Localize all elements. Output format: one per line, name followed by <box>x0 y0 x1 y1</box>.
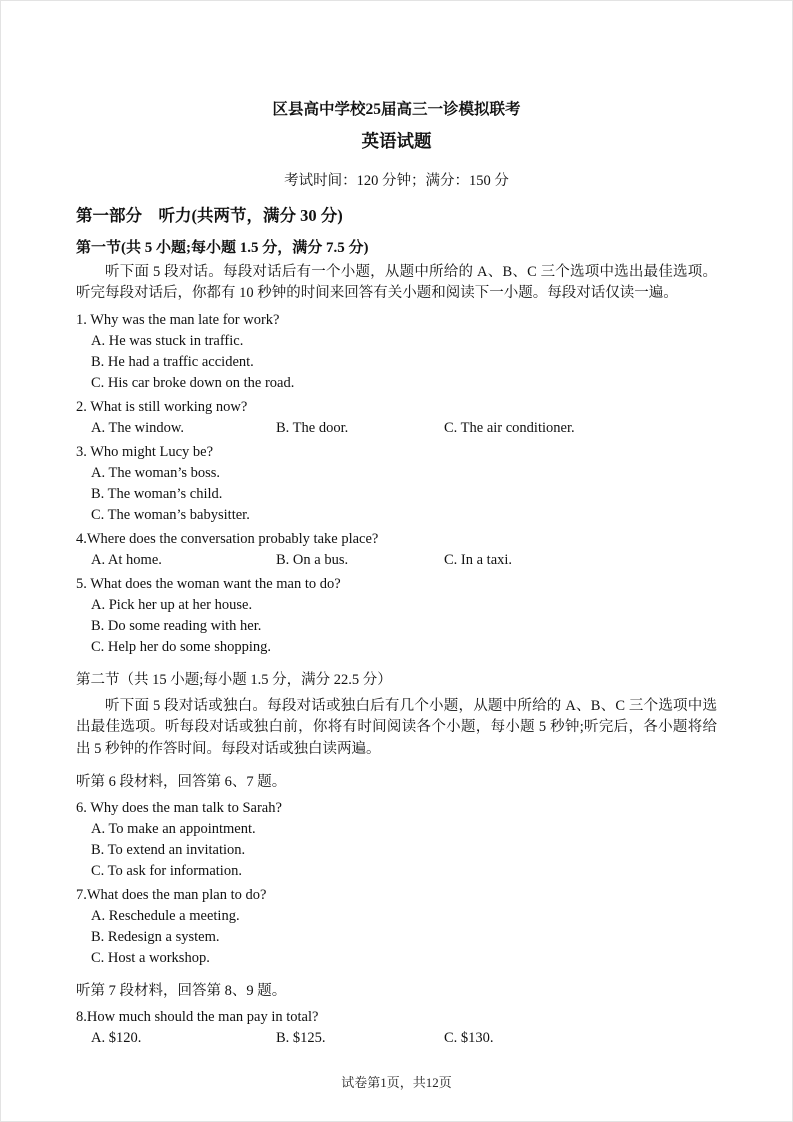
question <box>76 442 717 526</box>
question-option: B. He had a traffic accident. <box>91 353 254 370</box>
exam-body <box>76 202 717 1049</box>
exam-content <box>1 1 792 1049</box>
question-options <box>76 550 717 571</box>
question <box>76 798 717 882</box>
exam-info-line: 考试时间：120 分钟；满分：150 分 <box>284 173 509 189</box>
question-option: A. Reschedule a meeting. <box>91 908 240 925</box>
subject-title: 英语试题 <box>361 131 432 151</box>
question-option: A. The woman’s boss. <box>91 464 221 481</box>
question-options <box>76 1028 717 1049</box>
exam-header-title: 区县高中学校25届高三一诊模拟联考 <box>272 101 521 118</box>
question-option: C. In a taxi. <box>444 551 513 568</box>
question-option: C. $130. <box>444 1030 494 1047</box>
question-text: 7.What does the man plan to do? <box>76 887 267 904</box>
question-text: 5. What does the woman want the man to do? <box>76 575 341 592</box>
question-option: A. The window. <box>91 419 185 436</box>
question-option: B. Redesign a system. <box>91 929 220 946</box>
question-options <box>76 463 717 526</box>
material-prompt: 第二节（共 15 小题;每小题 1.5 分，满分 22.5 分） <box>76 671 392 688</box>
question-option: A. Pick her up at her house. <box>91 596 253 613</box>
question-option: C. His car broke down on the road. <box>91 374 295 391</box>
question-option: C. The woman’s babysitter. <box>91 506 250 523</box>
question <box>76 574 717 658</box>
question-options <box>76 906 717 969</box>
question-options <box>76 595 717 658</box>
question-option: A. He was stuck in traffic. <box>91 332 244 349</box>
question-option: A. To make an appointment. <box>91 821 256 838</box>
instructions-paragraph: 听下面 5 段对话或独白。每段对话或独白后有几个小题，从题中所给的 A、B、C 三个选项中选出最佳选项。听每段对话或独白前，你将有时间阅读各个小题，每小题 5 秒钟;听完后，各小题将给出 5 秒钟的作答时间。每段对话或独白读两遍。 <box>76 697 717 757</box>
question <box>76 310 717 394</box>
question-option: A. At home. <box>91 551 162 568</box>
question <box>76 885 717 969</box>
document-header <box>76 97 717 190</box>
question-options <box>76 418 717 439</box>
question-options <box>76 331 717 394</box>
part-heading: 第一部分 听力(共两节，满分 30 分) <box>76 206 343 225</box>
material-prompt: 听第 6 段材料，回答第 6、7 题。 <box>76 774 287 791</box>
question-text: 6. Why does the man talk to Sarah? <box>76 800 282 817</box>
question-text: 4.Where does the conversation probably take place? <box>76 530 379 547</box>
instructions-paragraph: 听下面 5 段对话。每段对话后有一个小题，从题中所给的 A、B、C 三个选项中选出最佳选项。听完每段对话后，你都有 10 秒钟的时间来回答有关小题和阅读下一小题。每段对话仅读一遍。 <box>76 264 717 302</box>
section-heading: 第一节(共 5 小题;每小题 1.5 分，满分 7.5 分) <box>76 240 369 256</box>
question-option: B. Do some reading with her. <box>91 617 262 634</box>
question <box>76 397 717 439</box>
question-text: 1. Why was the man late for work? <box>76 311 280 328</box>
question-option: B. The woman’s child. <box>91 485 223 502</box>
page-footer: 试卷第1页，共12页 <box>341 1075 452 1090</box>
material-prompt: 听第 7 段材料，回答第 8、9 题。 <box>76 983 287 1000</box>
question-text: 8.How much should the man pay in total? <box>76 1009 319 1026</box>
question-option: B. On a bus. <box>276 551 349 568</box>
question-text: 3. Who might Lucy be? <box>76 443 214 460</box>
question-option: C. To ask for information. <box>91 863 242 880</box>
question-option: B. The door. <box>276 419 349 436</box>
question-option: C. Host a workshop. <box>91 950 210 967</box>
question-options <box>76 819 717 882</box>
question <box>76 529 717 571</box>
question <box>76 1007 717 1049</box>
question-option: B. To extend an invitation. <box>91 842 246 859</box>
question-option: C. The air conditioner. <box>444 419 575 436</box>
question-option: B. $125. <box>276 1030 326 1047</box>
question-text: 2. What is still working now? <box>76 398 248 415</box>
question-option: A. $120. <box>91 1030 142 1047</box>
question-option: C. Help her do some shopping. <box>91 638 272 655</box>
